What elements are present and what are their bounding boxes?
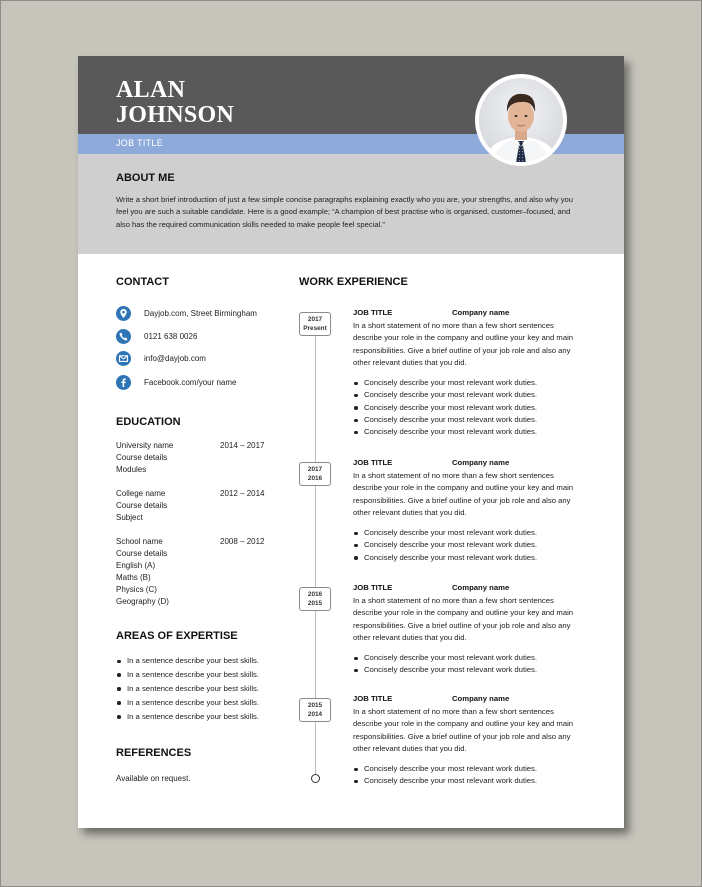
work-duties (353, 527, 593, 564)
work-heading: WORK EXPERIENCE (299, 276, 408, 288)
contact-phone-text: 0121 638 0026 (144, 332, 198, 341)
job-title: JOB TITLE (116, 138, 164, 148)
name-line-last: JOHNSON (116, 102, 235, 128)
list-item: In a sentence describe your best skills. (116, 655, 259, 667)
work-job-title: JOB TITLE (353, 458, 393, 467)
list-item: Concisely describe your most relevant work duties. (353, 377, 593, 389)
list-item: Concisely describe your most relevant work duties. (353, 527, 593, 539)
list-item: Concisely describe your most relevant work duties. (353, 414, 593, 426)
timeline-date-top: 2015 (307, 702, 323, 709)
work-entry (353, 458, 593, 564)
education-detail: Physics (C) (116, 585, 157, 594)
timeline-date-badge (299, 462, 331, 486)
education-name: University name (116, 441, 174, 450)
education-name: College name (116, 489, 166, 498)
list-item: In a sentence describe your best skills. (116, 669, 259, 681)
contact-email-text[interactable]: info@dayjob.com (144, 354, 206, 363)
timeline-date-bottom: Present (303, 325, 327, 332)
references-text: Available on request. (116, 774, 191, 783)
work-description: In a short statement of no more than a few short sentences describe your role in the company and outline your key and main responsibilities. Give a brief outline of your job role and also any other relevant duties that you did. (353, 471, 574, 517)
education-dates: 2014 – 2017 (220, 441, 265, 450)
timeline-date-bottom: 2015 (307, 600, 323, 607)
list-item: Concisely describe your most relevant work duties. (353, 775, 593, 787)
timeline-date-badge (299, 698, 331, 722)
expertise-heading: AREAS OF EXPERTISE (116, 630, 238, 642)
education-detail: Modules (116, 465, 147, 474)
education-dates: 2012 – 2014 (220, 489, 265, 498)
candidate-name (116, 78, 234, 128)
work-description: In a short statement of no more than a few short sentences describe your role in the company and outline your key and main responsibilities. Give a brief outline of your job role and also any other relevant duties that you did. (353, 321, 574, 367)
name-line-first: ALAN (116, 77, 186, 103)
work-entry-header (353, 694, 593, 705)
education-detail: Maths (B) (116, 573, 151, 582)
list-item: Concisely describe your most relevant work duties. (353, 552, 593, 564)
education-dates: 2008 – 2012 (220, 537, 265, 546)
expertise-list (116, 655, 259, 723)
work-duties (353, 377, 593, 438)
list-item: In a sentence describe your best skills. (116, 711, 259, 723)
education-name: School name (116, 537, 163, 546)
phone-icon (116, 329, 131, 344)
list-item: In a sentence describe your best skills. (116, 697, 259, 709)
timeline-date-bottom: 2014 (307, 711, 323, 718)
email-icon (116, 351, 131, 366)
profile-photo (475, 74, 567, 166)
education-heading: EDUCATION (116, 416, 181, 428)
work-job-title: JOB TITLE (353, 583, 393, 592)
timeline-date-top: 2016 (307, 591, 323, 598)
work-description: In a short statement of no more than a few short sentences describe your role in the company and outline your key and main responsibilities. Give a brief outline of your job role and also any other relevant duties that you did. (353, 596, 574, 642)
list-item: Concisely describe your most relevant work duties. (353, 426, 593, 438)
references-heading: REFERENCES (116, 747, 192, 759)
education-detail: Course details (116, 453, 168, 462)
work-entry-header (353, 458, 593, 469)
work-job-title: JOB TITLE (353, 694, 393, 703)
list-item: In a sentence describe your best skills. (116, 683, 259, 695)
work-description: In a short statement of no more than a few short sentences describe your role in the company and outline your key and main responsibilities. Give a brief outline of your job role and also any other relevant duties that you did. (353, 707, 574, 753)
work-entry (353, 694, 593, 788)
education-detail: Course details (116, 501, 168, 510)
about-text: Write a short brief introduction of just a few simple concise paragraphs explaining exactly who you are, your strengths, and also why you feel you are such a suitable candidate. Here is a good example; “A champion of best practise who is organised, customer–focused, and also has the required communication skills needed to make people feel special.” (116, 195, 573, 229)
work-entry (353, 583, 593, 677)
contact-facebook-text[interactable]: Facebook.com/your name (144, 378, 237, 387)
location-pin-icon (116, 306, 131, 321)
work-job-title: JOB TITLE (353, 308, 393, 317)
work-entry-header (353, 308, 593, 319)
work-duties (353, 763, 593, 788)
list-item: Concisely describe your most relevant work duties. (353, 402, 593, 414)
contact-heading: CONTACT (116, 276, 169, 288)
contact-address-text: Dayjob.com, Street Birmingham (144, 309, 257, 318)
timeline-date-bottom: 2016 (307, 475, 323, 482)
facebook-icon (116, 375, 131, 390)
timeline-date-badge (299, 312, 331, 336)
work-entry-header (353, 583, 593, 594)
work-company: Company name (452, 583, 510, 592)
about-heading: ABOUT ME (116, 172, 175, 184)
work-entry (353, 308, 593, 439)
person-portrait-icon (479, 78, 563, 162)
list-item: Concisely describe your most relevant work duties. (353, 664, 593, 676)
about-section (78, 154, 624, 254)
work-company: Company name (452, 308, 510, 317)
education-detail: Subject (116, 513, 143, 522)
list-item: Concisely describe your most relevant work duties. (353, 763, 593, 775)
education-detail: Course details (116, 549, 168, 558)
timeline-date-badge (299, 587, 331, 611)
timeline-end-marker (311, 774, 320, 783)
list-item: Concisely describe your most relevant work duties. (353, 539, 593, 551)
avatar (479, 78, 563, 162)
work-company: Company name (452, 694, 510, 703)
work-company: Company name (452, 458, 510, 467)
education-detail: English (A) (116, 561, 156, 570)
resume-page (78, 56, 624, 828)
timeline-date-top: 2017 (307, 316, 323, 323)
work-duties (353, 652, 593, 677)
timeline-date-top: 2017 (307, 466, 323, 473)
education-detail: Geography (D) (116, 597, 169, 606)
list-item: Concisely describe your most relevant work duties. (353, 652, 593, 664)
list-item: Concisely describe your most relevant work duties. (353, 389, 593, 401)
